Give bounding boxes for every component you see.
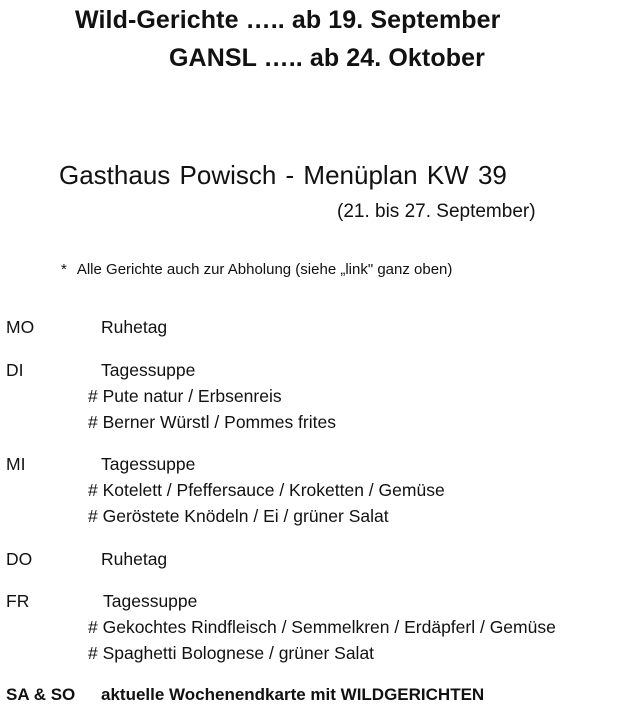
dish-mi-2: # Geröstete Knödeln / Ei / grüner Salat	[88, 506, 389, 526]
dish-fr-1: # Gekochtes Rindfleisch / Semmelkren / Erdäpferl / Gemüse	[88, 617, 556, 637]
announcement-gansl: GANSL ….. ab 24. Oktober	[169, 44, 485, 72]
day-first-item-do: Ruhetag	[101, 549, 168, 569]
day-first-item-mo: Ruhetag	[101, 317, 168, 337]
pickup-note-text: Alle Gerichte auch zur Abholung (siehe „link" ganz oben)	[76, 261, 453, 278]
dish-mi-1: # Kotelett / Pfeffersauce / Kroketten / Gemüse	[88, 480, 445, 500]
menu-date-range: (21. bis 27. September)	[337, 201, 536, 222]
day-label-do: DO	[6, 549, 33, 569]
asterisk-marker: *	[61, 261, 67, 278]
day-first-item-fr: Tagessuppe	[103, 591, 198, 611]
day-first-item-mi: Tagessuppe	[101, 454, 196, 474]
day-label-mi: MI	[6, 454, 26, 474]
dish-di-2: # Berner Würstl / Pommes frites	[88, 412, 336, 432]
day-first-item-di: Tagessuppe	[101, 360, 196, 380]
day-label-di: DI	[6, 360, 24, 380]
dish-fr-2: # Spaghetti Bolognese / grüner Salat	[88, 643, 375, 663]
day-label-weekend: SA & SO	[6, 685, 76, 704]
weekend-menu-text: aktuelle Wochenendkarte mit WILDGERICHTEN	[101, 685, 485, 704]
day-label-fr: FR	[6, 591, 30, 611]
announcement-wild: Wild-Gerichte ….. ab 19. September	[75, 6, 501, 34]
day-label-mo: MO	[6, 317, 35, 337]
pickup-note	[61, 261, 452, 278]
menu-title: Gasthaus Powisch - Menüplan KW 39	[59, 160, 507, 190]
dish-di-1: # Pute natur / Erbsenreis	[88, 386, 282, 406]
